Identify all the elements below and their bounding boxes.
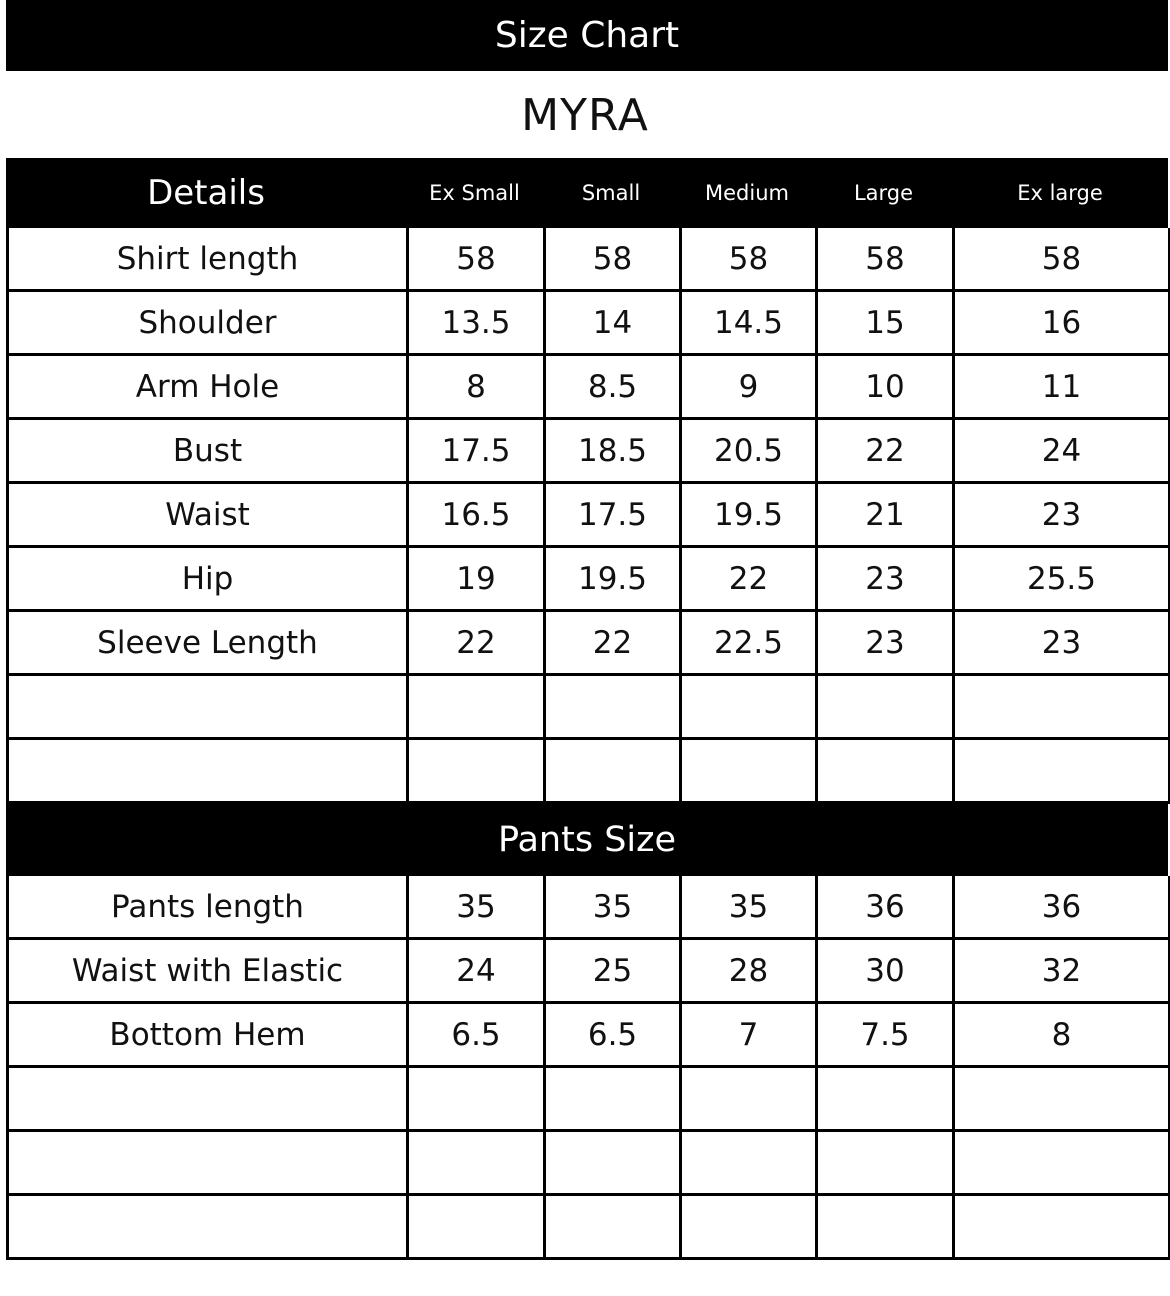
measurement-label: Arm Hole	[8, 355, 408, 419]
table-row	[8, 1195, 1170, 1259]
measurement-value: 23	[954, 611, 1170, 675]
measurement-label	[8, 1131, 408, 1195]
measurement-value	[408, 1131, 545, 1195]
measurement-label: Hip	[8, 547, 408, 611]
table-row	[8, 547, 1170, 611]
table-row	[8, 291, 1170, 355]
pants-size-header	[6, 804, 1168, 876]
measurement-value	[545, 1131, 681, 1195]
measurement-value: 22	[408, 611, 545, 675]
measurement-value: 20.5	[681, 419, 817, 483]
measurement-label: Waist	[8, 483, 408, 547]
measurement-value: 25	[545, 939, 681, 1003]
measurement-value	[408, 1067, 545, 1131]
measurement-value: 8	[408, 355, 545, 419]
banner-title: Size Chart	[494, 15, 680, 56]
measurement-value: 8.5	[545, 355, 681, 419]
size-header-medium: Medium	[705, 181, 789, 205]
measurement-label: Shirt length	[8, 228, 408, 291]
size-header-small: Small	[581, 181, 641, 205]
measurement-value	[817, 1195, 954, 1259]
measurement-label: Waist with Elastic	[8, 939, 408, 1003]
table-row	[8, 355, 1170, 419]
size-header-ex-small: Ex Small	[429, 181, 520, 205]
measurement-value: 22	[545, 611, 681, 675]
measurement-label: Shoulder	[8, 291, 408, 355]
measurement-value	[954, 1195, 1170, 1259]
table-row	[8, 739, 1170, 803]
measurement-value: 13.5	[408, 291, 545, 355]
measurement-value: 35	[545, 876, 681, 939]
measurement-label	[8, 675, 408, 739]
measurement-label: Bust	[8, 419, 408, 483]
measurement-value	[545, 675, 681, 739]
measurement-value: 32	[954, 939, 1170, 1003]
measurement-value: 35	[681, 876, 817, 939]
measurement-value: 19.5	[545, 547, 681, 611]
measurement-value: 36	[817, 876, 954, 939]
measurement-value: 19	[408, 547, 545, 611]
measurement-value: 24	[954, 419, 1170, 483]
measurement-value	[681, 1131, 817, 1195]
measurement-value: 15	[817, 291, 954, 355]
table-row	[8, 1131, 1170, 1195]
measurement-value	[408, 1195, 545, 1259]
measurement-value	[817, 1067, 954, 1131]
measurement-value: 14.5	[681, 291, 817, 355]
measurement-value	[954, 1067, 1170, 1131]
measurement-value	[954, 1131, 1170, 1195]
details-header: Details	[147, 173, 265, 213]
measurement-label	[8, 1195, 408, 1259]
measurement-value	[545, 1195, 681, 1259]
measurement-value: 16.5	[408, 483, 545, 547]
measurement-value: 58	[954, 228, 1170, 291]
measurement-value: 23	[954, 483, 1170, 547]
measurement-value: 8	[954, 1003, 1170, 1067]
measurement-value: 28	[681, 939, 817, 1003]
measurement-value	[408, 675, 545, 739]
measurement-value	[817, 675, 954, 739]
shirt-measurements-table	[6, 228, 1170, 804]
measurement-value: 24	[408, 939, 545, 1003]
measurement-value	[681, 1067, 817, 1131]
measurement-value	[681, 739, 817, 803]
size-header-large: Large	[853, 181, 914, 205]
measurement-value: 58	[681, 228, 817, 291]
measurement-value: 21	[817, 483, 954, 547]
measurement-value	[817, 739, 954, 803]
measurement-value: 23	[817, 611, 954, 675]
measurement-value: 23	[817, 547, 954, 611]
table-header	[6, 158, 1168, 228]
measurement-value: 7.5	[817, 1003, 954, 1067]
size-chart-banner	[6, 0, 1168, 71]
measurement-value	[954, 675, 1170, 739]
table-row	[8, 939, 1170, 1003]
pants-size-title: Pants Size	[497, 820, 677, 860]
measurement-value: 17.5	[545, 483, 681, 547]
measurement-label	[8, 739, 408, 803]
measurement-value: 19.5	[681, 483, 817, 547]
measurement-label: Bottom Hem	[8, 1003, 408, 1067]
table-row	[8, 675, 1170, 739]
table-row	[8, 1003, 1170, 1067]
measurement-value	[408, 739, 545, 803]
measurement-value	[817, 1131, 954, 1195]
measurement-value: 18.5	[545, 419, 681, 483]
size-chart-table	[6, 158, 1168, 1260]
measurement-value: 30	[817, 939, 954, 1003]
table-row	[8, 228, 1170, 291]
measurement-value: 35	[408, 876, 545, 939]
measurement-value: 58	[408, 228, 545, 291]
measurement-value	[545, 739, 681, 803]
table-row	[8, 611, 1170, 675]
measurement-value: 17.5	[408, 419, 545, 483]
measurement-value: 22.5	[681, 611, 817, 675]
measurement-value	[681, 1195, 817, 1259]
measurement-label: Sleeve Length	[8, 611, 408, 675]
measurement-value: 14	[545, 291, 681, 355]
measurement-label	[8, 1067, 408, 1131]
pants-measurements-table	[6, 876, 1170, 1260]
measurement-value: 36	[954, 876, 1170, 939]
table-row	[8, 419, 1170, 483]
table-row	[8, 483, 1170, 547]
measurement-value: 22	[817, 419, 954, 483]
measurement-value: 11	[954, 355, 1170, 419]
measurement-value	[954, 739, 1170, 803]
measurement-value: 22	[681, 547, 817, 611]
measurement-value: 58	[545, 228, 681, 291]
measurement-value: 16	[954, 291, 1170, 355]
measurement-value: 58	[817, 228, 954, 291]
brand-name: MYRA	[521, 89, 649, 141]
measurement-label: Pants length	[8, 876, 408, 939]
measurement-value: 6.5	[545, 1003, 681, 1067]
measurement-value: 7	[681, 1003, 817, 1067]
measurement-value: 6.5	[408, 1003, 545, 1067]
measurement-value	[545, 1067, 681, 1131]
measurement-value: 25.5	[954, 547, 1170, 611]
measurement-value: 9	[681, 355, 817, 419]
measurement-value	[681, 675, 817, 739]
size-header-ex-large: Ex large	[1017, 181, 1103, 205]
table-row	[8, 876, 1170, 939]
table-row	[8, 1067, 1170, 1131]
measurement-value: 10	[817, 355, 954, 419]
